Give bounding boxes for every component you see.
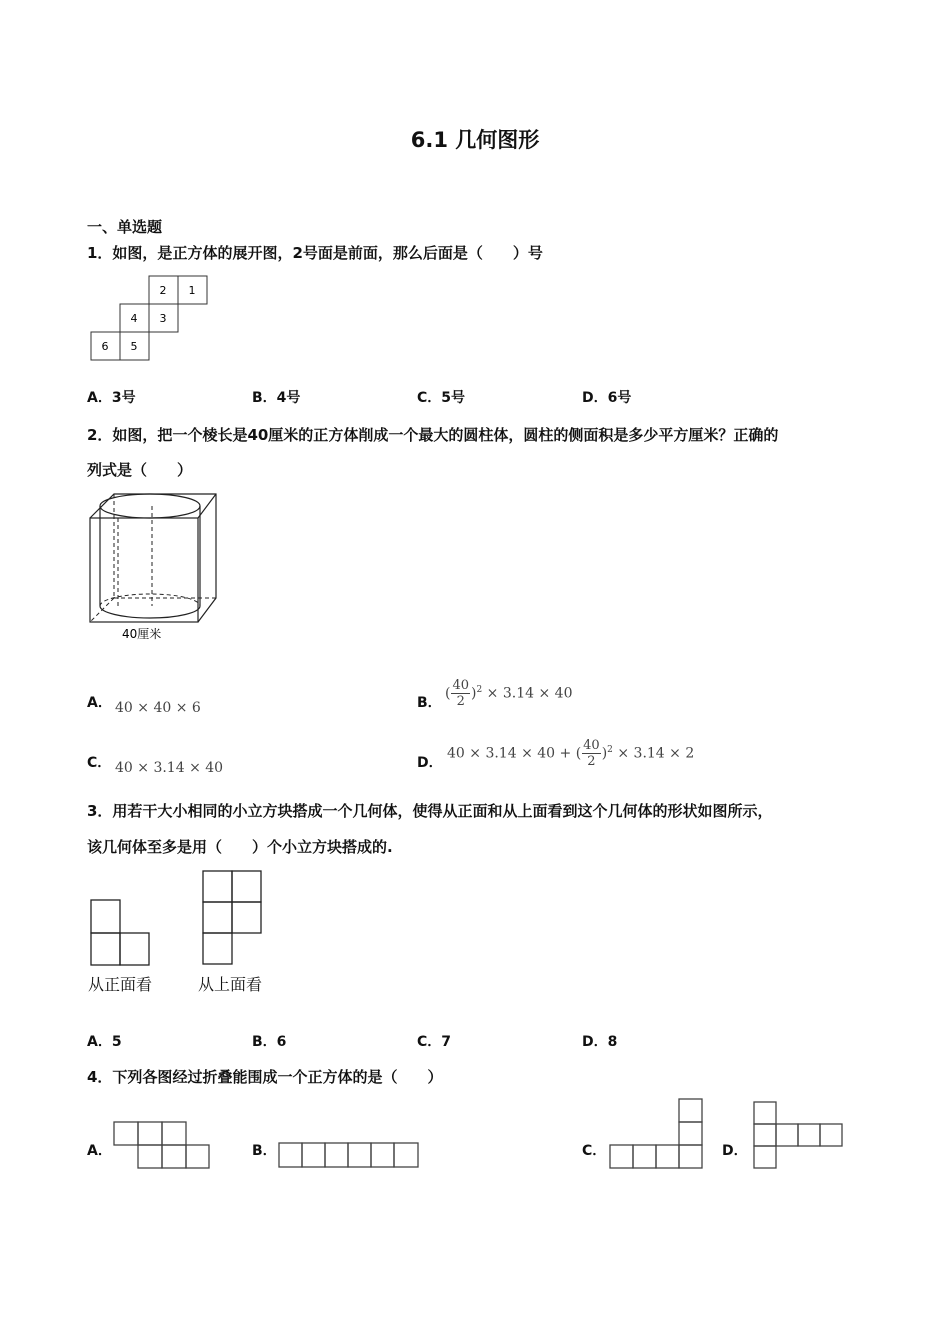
top-view-label: 从上面看	[198, 975, 263, 994]
q2-b-numerator: 40	[452, 678, 470, 693]
q2-d-denominator: 2	[587, 754, 596, 769]
q2-option-b-label[interactable]: B．	[417, 695, 442, 711]
cube-cylinder-figure	[88, 490, 220, 646]
question-4-text: 4．下列各图经过折叠能围成一个正方体的是（ ）	[87, 1068, 443, 1086]
q3-option-b[interactable]: B．6	[252, 1034, 287, 1050]
top-view-figure	[202, 870, 264, 966]
net-cell-6: 6	[101, 340, 109, 353]
q2-option-a-label[interactable]: A．	[87, 695, 112, 711]
net-cell-2: 2	[159, 284, 167, 297]
question-1-text: 1．如图，是正方体的展开图，2号面是前面，那么后面是（ ）号	[87, 244, 543, 262]
q4-net-d	[752, 1100, 846, 1170]
q4-option-a-label[interactable]: A．	[87, 1143, 112, 1159]
q1-option-d[interactable]: D．6号	[582, 390, 632, 406]
question-3-text-line2: 该几何体至多是用（ ）个小立方块搭成的.	[87, 838, 393, 856]
q3-option-d[interactable]: D．8	[582, 1034, 618, 1050]
q2-d-head: 40 × 3.14 × 40 + (	[447, 745, 582, 762]
q2-d-tail: × 3.14 × 2	[617, 745, 695, 762]
cube-net-figure	[90, 274, 210, 364]
q3-option-a[interactable]: A．5	[87, 1034, 122, 1050]
cube-edge-label: 40厘米	[122, 627, 162, 641]
front-view-label: 从正面看	[88, 975, 153, 994]
q4-option-d-label[interactable]: D．	[722, 1143, 748, 1159]
front-view-figure	[90, 898, 152, 968]
q2-option-c-label[interactable]: C．	[87, 755, 112, 771]
q1-option-b[interactable]: B．4号	[252, 390, 301, 406]
net-cell-1: 1	[188, 284, 196, 297]
q4-net-c	[609, 1097, 705, 1171]
q2-option-c-formula: 40 × 3.14 × 40	[115, 760, 224, 776]
question-2-text-line2: 列式是（ ）	[87, 461, 193, 479]
q4-net-a	[112, 1120, 212, 1172]
q4-option-b-label[interactable]: B．	[252, 1143, 277, 1159]
q2-option-d-formula: 40 × 3.14 × 40 + ( $\frac{40}{2}$ )$^2$ × 3.14 × 2	[447, 738, 695, 769]
net-cell-3: 3	[159, 312, 167, 325]
q4-net-b	[278, 1142, 422, 1170]
question-2-text-line1: 2．如图，把一个棱长是40厘米的正方体削成一个最大的圆柱体，圆柱的侧面积是多少平方厘米？正确的	[87, 426, 779, 444]
section-heading: 一、单选题	[87, 218, 163, 236]
q3-option-c[interactable]: C．7	[417, 1034, 452, 1050]
q2-b-tail: × 3.14 × 40	[486, 685, 573, 702]
net-cell-4: 4	[130, 312, 138, 325]
q2-b-denominator: 2	[456, 694, 465, 709]
q1-option-a[interactable]: A．3号	[87, 390, 136, 406]
net-cell-5: 5	[130, 340, 138, 353]
q2-option-a-formula: 40 × 40 × 6	[115, 700, 201, 716]
q2-option-b-formula: ( $\frac{40}{2}$ )$^2$ × 3.14 × 40	[445, 678, 573, 709]
q2-option-d-label[interactable]: D．	[417, 755, 443, 771]
q2-d-numerator: 40	[583, 738, 600, 753]
q4-option-c-label[interactable]: C．	[582, 1143, 607, 1159]
question-3-text-line1: 3．用若干大小相同的小立方块搭成一个几何体，使得从正面和从上面看到这个几何体的形状如图所示，	[87, 802, 773, 820]
q1-option-c[interactable]: C．5号	[417, 390, 466, 406]
page-title: 6.1 几何图形	[410, 128, 540, 152]
